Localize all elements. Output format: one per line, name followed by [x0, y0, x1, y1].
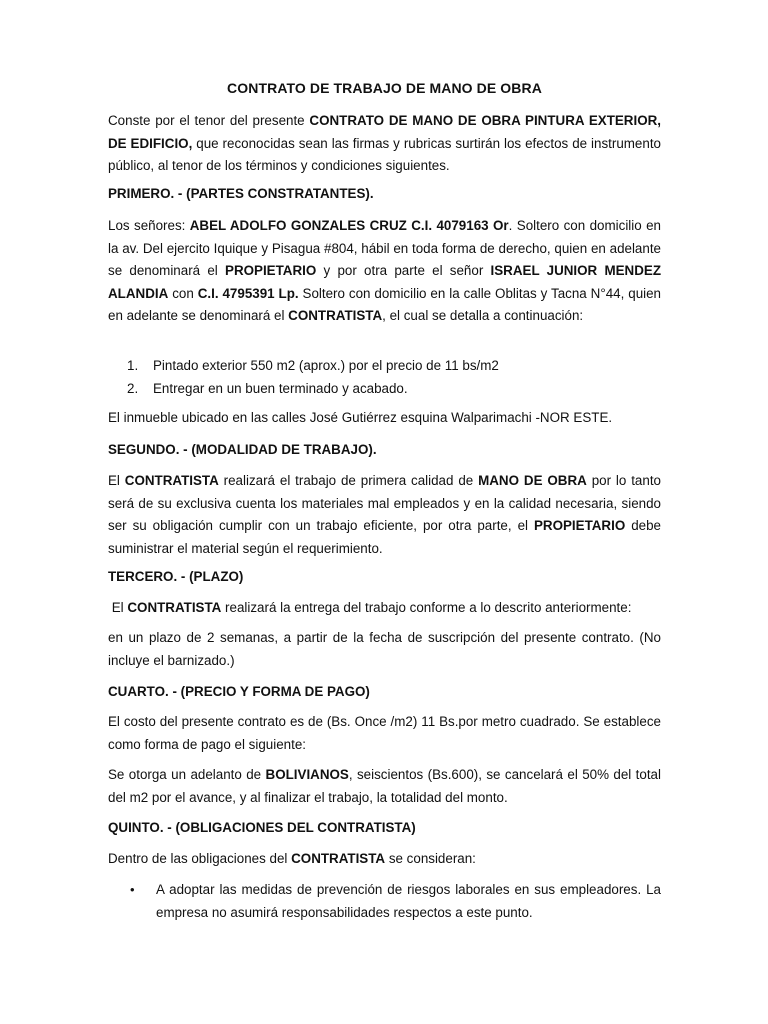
section-tercero-deadline: en un plazo de 2 semanas, a partir de la fecha de suscripción del presente contrato. (No incluye el barnizado.) — [108, 630, 661, 668]
segundo-text-3: por lo tanto será de su exclusiva cuenta los materiales mal empleados y en la calidad necesaria, siendo ser su obligación cumplir con un trabajo eficiente, por otra parte, el — [108, 473, 661, 533]
segundo-bold-mano-de-obra: MANO DE OBRA — [478, 473, 587, 488]
cuarto-text-1: Se otorga un adelanto de — [108, 767, 266, 782]
primero-bold-contractor-ci: C.I. 4795391 Lp. — [197, 285, 299, 301]
list-item-text: Entregar en un buen terminado y acabado. — [153, 380, 408, 396]
segundo-text-2: realizará el trabajo de primera calidad de — [218, 473, 479, 488]
list-item — [108, 355, 661, 378]
primero-text-3: y por otra parte el señor — [316, 263, 491, 278]
primero-text-2: . Soltero con domicilio en la av. Del ejercito Iquique y Pisagua #804, hábil en toda forma de derecho, quien en adelante se denominará el — [108, 218, 661, 278]
quinto-text-2: se consideran: — [385, 851, 476, 866]
section-cuarto-payment — [108, 764, 661, 809]
primero-text-4: con — [168, 285, 198, 301]
intro-bold-contract: CONTRATO DE MANO DE OBRA PINTURA EXTERIOR, DE EDIFICIO, — [108, 113, 661, 151]
primero-bold-owner-name: ABEL ADOLFO GONZALES CRUZ C.I. 4079163 Or — [189, 218, 509, 233]
list-item-text: Pintado exterior 550 m2 (aprox.) por el precio de 11 bs/m2 — [153, 358, 499, 373]
section-cuarto-heading: CUARTO. - (PRECIO Y FORMA DE PAGO) — [108, 684, 370, 699]
primero-bold-propietario: PROPIETARIO — [225, 263, 317, 278]
tercero-text-2: realizará la entrega del trabajo conforme a lo descrito anteriormente: — [221, 600, 632, 615]
list-item — [108, 879, 661, 924]
primero-text-1: Los señores: — [108, 218, 190, 233]
property-location: El inmueble ubicado en las calles José Gutiérrez esquina Walparimachi -NOR ESTE. — [108, 410, 613, 425]
primero-text-5: Soltero con domicilio en la calle Oblitas y Tacna N°44, quien en adelante se denominará el — [108, 285, 662, 323]
bullet-icon: • — [130, 882, 135, 897]
intro-text-1: Conste por el tenor del presente — [108, 113, 310, 128]
quinto-text-1: Dentro de las obligaciones del — [108, 851, 292, 866]
list-item-number: 1. — [127, 358, 139, 373]
document-title: CONTRATO DE TRABAJO DE MANO DE OBRA — [227, 80, 542, 96]
primero-bold-contratista: CONTRATISTA — [288, 308, 383, 323]
segundo-text-1: El — [108, 473, 125, 488]
section-segundo-paragraph — [108, 470, 661, 560]
quinto-bullet-list — [108, 879, 661, 924]
primero-text-6: , el cual se detalla a continuación: — [382, 308, 584, 323]
section-quinto-intro — [108, 848, 661, 871]
section-tercero-paragraph — [108, 597, 661, 620]
primero-bold-contractor-name: ISRAEL JUNIOR MENDEZ ALANDIA — [108, 263, 662, 301]
cuarto-text-2: , seiscientos (Bs.600), se cancelará el 50% del total del m2 por el avance, y al finalizar el trabajo, la totalidad del monto. — [108, 767, 661, 805]
section-cuarto-cost: El costo del presente contrato es de (Bs. Once /m2) 11 Bs.por metro cuadrado. Se establece como forma de pago el siguiente: — [108, 714, 661, 752]
tercero-text-1: El — [108, 600, 128, 615]
segundo-bold-propietario: PROPIETARIO — [533, 518, 626, 533]
list-item-text: A adoptar las medidas de prevención de riesgos laborales en sus empleadores. La empresa no asumirá responsabilidades respectos a este punto. — [156, 882, 661, 920]
section-primero-paragraph — [108, 215, 661, 328]
section-quinto-heading: QUINTO. - (OBLIGACIONES DEL CONTRATISTA) — [108, 820, 416, 835]
tercero-bold-contratista: CONTRATISTA — [127, 600, 222, 615]
list-item — [108, 378, 661, 401]
section-segundo-heading: SEGUNDO. - (MODALIDAD DE TRABAJO). — [108, 442, 377, 457]
cuarto-bold-bolivianos: BOLIVIANOS — [265, 767, 349, 782]
segundo-text-4: debe suministrar el material según el requerimiento. — [108, 518, 661, 556]
segundo-bold-contratista: CONTRATISTA — [124, 473, 219, 488]
intro-paragraph — [108, 110, 661, 178]
quinto-bold-contratista: CONTRATISTA — [291, 851, 386, 866]
section-tercero-heading: TERCERO. - (PLAZO) — [108, 569, 244, 584]
section-primero-heading: PRIMERO. - (PARTES CONSTRATANTES). — [108, 186, 374, 201]
primero-numbered-list — [108, 355, 661, 400]
list-item-number: 2. — [127, 380, 139, 396]
intro-text-2: que reconocidas sean las firmas y rubricas surtirán los efectos de instrumento público, al tenor de los términos y condiciones siguientes. — [108, 135, 661, 173]
